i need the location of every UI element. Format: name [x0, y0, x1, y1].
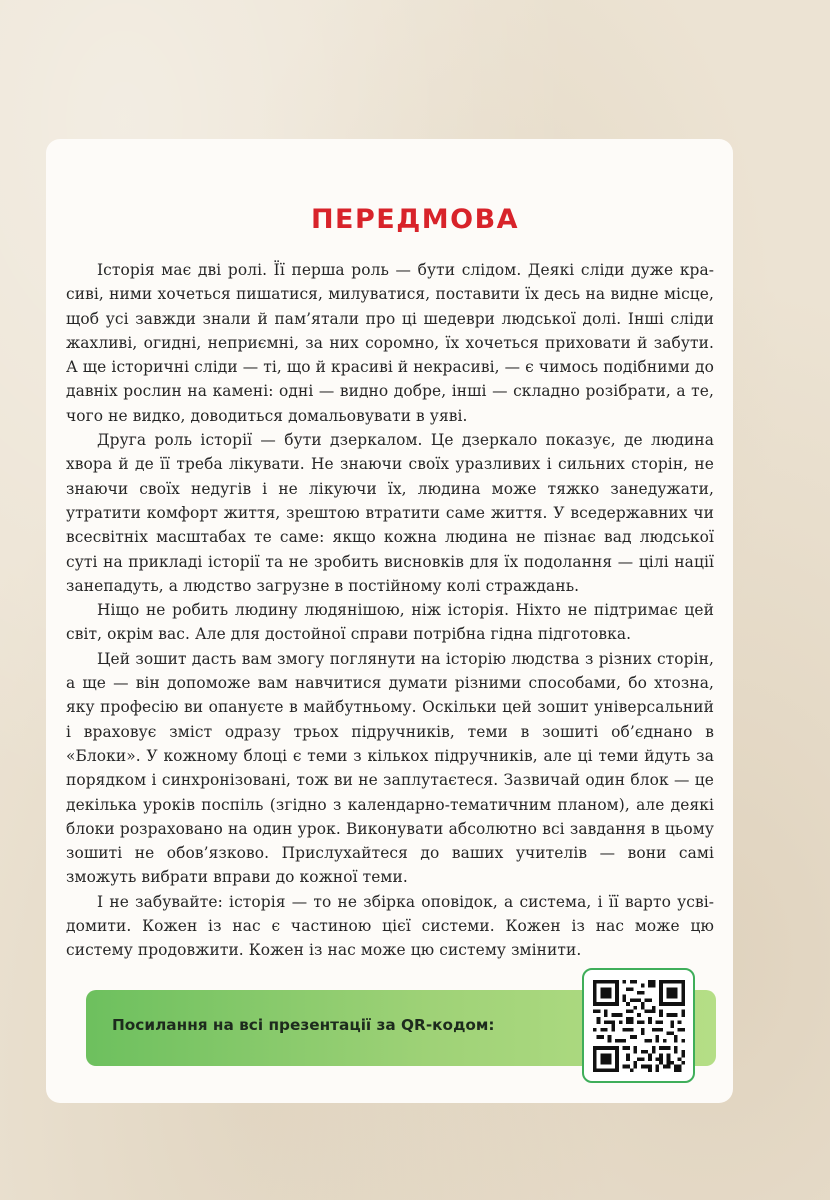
- banner-label: Посилання на всі презентації за QR-кодом:: [112, 1016, 495, 1034]
- preface-paragraph-3: Ніщо не робить людину людянішою, ніж історія. Ніхто не підтримає цей світ, окрім вас. Але для достойної справи потрібна гідна підготовка.: [66, 601, 714, 644]
- preface-paragraph-4: Цей зошит дасть вам змогу поглянути на історію людства з різних сторін, а ще — він допоможе вам навчитися думати різними способами, бо хтозна, яку професію ви опануєте в майбутньому. Оскільки цей зошит універсальний і враховує зміст одразу трьох підручників, теми в зошиті об’єднано в «Блоки». У кожному блоці є теми з кількох підручників, але ці теми йдуть за порядком і синхронізовані, тож ви не заплутаєтеся. Зазвичай один блок — це декілька уроків поспіль (згідно з календарно-тематичним планом), але деякі блоки розраховано на один урок. Виконувати абсолютно всі завдання в цьому зошиті не обов’язково. Прислухайтеся до ваших учителів — вони самі зможуть вибрати вправи до кожної теми.: [66, 649, 714, 887]
- preface-paragraph-1: Історія має дві ролі. Її перша роль — бути слідом. Деякі сліди дуже красиві, ними хочеться пишатися, милуватися, поставити їх десь на видне місце, щоб усі завжди знали й пам’ятали про ці шедеври людської долі. Інші сліди жахливі, огидні, неприємні, за них соромно, їх хочеться приховати й забути. А ще історичні сліди — ті, що й красиві й некрасиві, — є чимось подібними до давніх рослин на камені: одні — видно добре, інші — складно розібрати, а те, чого не видко, доводиться домальовувати в уяві.: [66, 261, 714, 425]
- page-title: ПЕРЕДМОВА: [310, 204, 520, 235]
- qr-code-icon[interactable]: [593, 979, 685, 1073]
- preface-paragraph-5: І не забувайте: історія — то не збірка оповідок, а система, і її варто усвідомити. Кожен із нас є частиною цієї системи. Кожен із нас може цю систему продовжити. Кожен із нас може цю систему змінити.: [66, 892, 714, 960]
- preface-paragraph-2: Друга роль історії — бути дзеркалом. Це дзеркало показує, де людина хвора й де її треба лікувати. Не знаючи своїх уразливих і сильних сторін, не знаючи своїх недугів і не лікуючи їх, людина може тяжко занедужати, утратити комфорт життя, зрештою втратити саме життя. У вседержавних чи всесвітніх масштабах те саме: якщо кожна людина не пізнає вад людської суті на прикладі історії та не зробить висновків для їх подолання — цілі нації занепадуть, а людство загрузне в постійному колі страждань.: [66, 431, 714, 595]
- preface-body: [66, 258, 714, 963]
- qr-code-frame[interactable]: [582, 968, 695, 1083]
